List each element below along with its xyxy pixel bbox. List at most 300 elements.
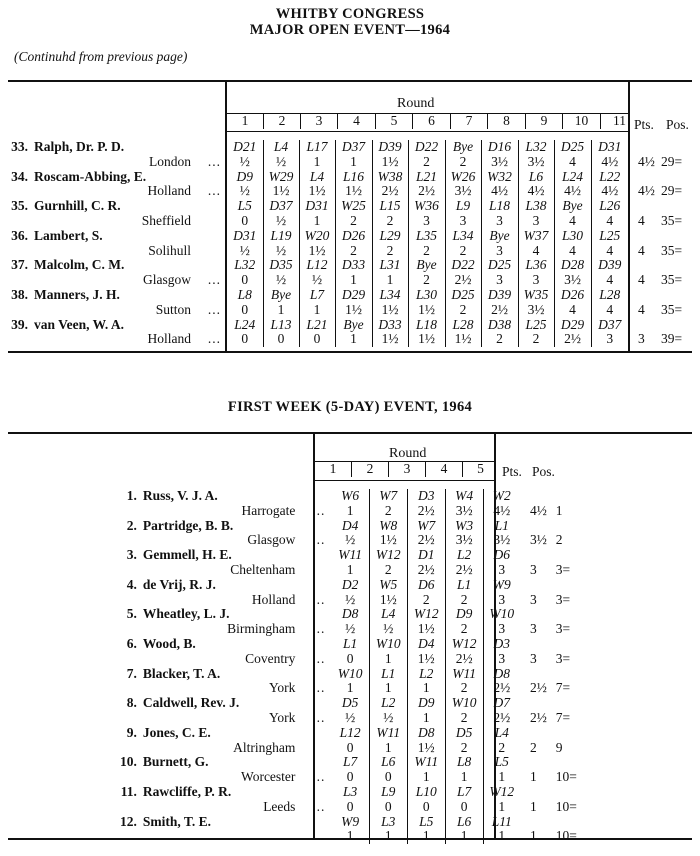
player-city-cell [143,533,332,548]
cumulative-score: ½ [345,592,356,607]
round-result: L10 [407,785,445,800]
player-number: 6. [126,636,137,651]
round-result: L9 [369,785,407,800]
major-standings-table [8,140,699,347]
final-position: 29= [661,184,683,199]
cumulative-score: 1 [299,155,335,170]
player-score-row [8,273,699,288]
cumulative-score: 0 [263,332,299,347]
round-result: L7 [445,785,483,800]
cumulative-score: 3½ [481,155,518,170]
leader-dots: ... [312,770,326,785]
round-result: D8 [483,667,520,682]
leader-dots: ... [207,184,221,199]
major-round-numbers [227,114,638,129]
player-city-cell [143,652,332,667]
cumulative-score: 2½ [445,652,483,667]
leader-dots: ... [312,651,326,666]
cumulative-score: 2 [445,711,483,726]
cumulative-score: 4½ [591,155,628,170]
number-spacer [8,184,34,199]
points-total: 3 [529,651,537,666]
round-result: L32 [518,140,554,155]
cumulative-score: 2 [445,593,483,608]
round-number: 4 [338,114,376,129]
player-row [8,140,699,155]
number-spacer [8,770,143,785]
player-row [8,288,699,303]
cumulative-score: 2 [445,244,481,259]
cumulative-score: ½ [299,273,335,288]
round-result: L6 [518,170,554,185]
round-result: L36 [518,258,554,273]
player-number: 9. [126,725,137,740]
player-score-row [8,303,699,318]
cumulative-score: 4½ [518,184,554,199]
cumulative-score: 2½ [554,332,591,347]
player-score-row [8,741,598,756]
points-total: 3 [529,562,537,577]
player-city: Solihull [148,243,191,258]
cumulative-score: 2½ [483,711,520,726]
player-score-row [8,244,699,259]
round-number: 5 [376,114,413,129]
pts-spacer [520,785,556,800]
pts-spacer [628,170,661,185]
cumulative-score: 4 [554,155,591,170]
number-spacer [8,273,34,288]
player-score-row [8,770,598,785]
cumulative-score: 0 [241,213,249,228]
player-city: Glasgow [143,273,191,288]
cumulative-score: ½ [263,273,299,288]
cumulative-score: 0 [346,799,354,814]
player-row [8,229,699,244]
player-city: Worcester [241,770,296,785]
pos-spacer [556,578,598,593]
round-result: W3 [445,519,483,534]
number-spacer [8,563,143,578]
player-city: Leeds [263,799,296,814]
number-spacer [8,244,34,259]
round-result: L17 [299,140,335,155]
pts-spacer [520,637,556,652]
pos-spacer [556,489,598,504]
cumulative-score: 1 [369,741,407,756]
pos-spacer [556,755,598,770]
cumulative-score: 1½ [372,303,408,318]
points-total: 1 [529,829,537,844]
player-row [8,170,699,185]
cumulative-score: 1 [346,562,354,577]
player-name: Roscam-Abbing, E. [34,169,147,184]
player-city-cell [34,273,227,288]
pts-spacer [520,755,556,770]
cumulative-score: 1 [483,800,520,815]
player-city-cell [143,681,332,696]
player-city-cell [143,741,332,756]
number-spacer [8,593,143,608]
round-result: D7 [483,696,520,711]
player-score-row [8,593,598,608]
player-city-cell [143,622,332,637]
round-result: W6 [341,489,360,503]
player-city: Birmingham [227,622,296,637]
number-spacer [8,214,34,229]
round-result: W10 [483,607,520,622]
round-result: L12 [299,258,335,273]
round-result: L7 [299,288,335,303]
cumulative-score: 1½ [407,652,445,667]
round-result: W10 [369,637,407,652]
cumulative-score: 0 [346,770,354,785]
pos-spacer [661,229,699,244]
final-position: 39= [661,332,683,347]
final-position: 35= [661,243,683,258]
player-city: Sutton [155,302,191,317]
cumulative-score: 1½ [372,332,408,347]
round-result: W5 [369,578,407,593]
player-city-cell [34,214,227,229]
player-number: 11. [120,784,137,799]
round-result: L29 [372,229,408,244]
cumulative-score: 2 [445,741,483,756]
cumulative-score: 1 [346,503,354,518]
number-spacer [8,303,34,318]
points-total: 4 [638,213,645,228]
round-result: Bye [445,140,481,155]
week-round-numbers [315,462,498,477]
round-result: W11 [338,548,362,563]
week-pos-label: Pos. [532,464,555,479]
player-city: Holland [251,592,296,607]
round-result: D22 [445,258,481,273]
round-result: L15 [372,199,408,214]
final-position: 29= [661,154,683,169]
cumulative-score: 2 [445,155,481,170]
round-result: D31 [233,228,257,243]
round-result: D22 [408,140,445,155]
round-result: W11 [407,755,445,770]
player-row [8,755,598,770]
week-pts-label: Pts. [502,464,522,479]
cumulative-score: 4½ [481,184,518,199]
cumulative-score: 3½ [445,504,483,519]
cumulative-score: 0 [241,332,249,347]
round-result: L16 [335,170,372,185]
leader-dots: ... [312,829,326,844]
round-result: L34 [372,288,408,303]
cumulative-score: 3 [591,332,628,347]
major-header-underline [227,131,628,132]
number-spacer [8,652,143,667]
round-result: L6 [369,755,407,770]
pos-spacer [661,199,699,214]
round-result: D6 [483,548,520,563]
player-city: York [269,681,296,696]
round-result: D8 [407,726,445,741]
points-total: 4 [638,243,645,258]
cumulative-score: 2 [335,214,372,229]
cumulative-score: 2 [408,273,445,288]
player-name: Jones, C. E. [142,725,211,740]
round-result: L11 [483,815,520,830]
cumulative-score: 1 [335,332,372,347]
cumulative-score: 4½ [483,504,520,519]
round-result: L13 [263,318,299,333]
number-spacer [8,332,34,347]
round-result: L2 [369,696,407,711]
player-city: Holland [147,184,191,199]
cumulative-score: 4 [591,303,628,318]
pts-spacer [628,318,661,333]
player-score-row [8,622,598,637]
player-number: 2. [126,518,137,533]
player-name: Blacker, T. A. [142,666,221,681]
round-result: L8 [445,755,483,770]
cumulative-score: 2 [445,303,481,318]
cumulative-score: 3 [408,214,445,229]
pts-spacer [520,667,556,682]
points-total: 4½ [529,503,547,518]
player-number: 38. [11,287,28,302]
pts-spacer [520,519,556,534]
round-result: D26 [335,229,372,244]
cumulative-score: 1 [407,681,445,696]
cumulative-score: 1 [299,214,335,229]
round-result: L28 [445,318,481,333]
player-city: Cheltenham [230,562,296,577]
round-number-row [315,462,498,477]
final-position: 9 [555,740,563,755]
cumulative-score: 3 [518,214,554,229]
player-name: van Veen, W. A. [34,317,125,332]
round-result: D1 [407,548,445,563]
cumulative-score: 2 [408,155,445,170]
round-result: W12 [369,548,407,563]
cumulative-score: 3 [481,273,518,288]
player-row [8,258,699,273]
player-number: 3. [126,548,137,563]
cumulative-score: 2 [407,593,445,608]
round-result: L25 [591,229,628,244]
player-score-row [8,652,598,667]
points-total: 2½ [529,710,547,725]
round-result: D31 [591,140,628,155]
player-row [8,637,598,652]
round-result: L25 [518,318,554,333]
final-position: 2 [555,533,563,548]
cumulative-score: 2½ [407,504,445,519]
cumulative-score: 1 [483,829,520,844]
pts-spacer [520,696,556,711]
round-number: 8 [488,114,526,129]
cumulative-score: 3 [445,214,481,229]
cumulative-score: 1 [335,273,372,288]
round-result: L1 [445,578,483,593]
player-score-row [8,829,598,844]
round-result: L1 [343,636,358,651]
round-result: L32 [234,258,256,273]
number-spacer [8,622,143,637]
cumulative-score: ½ [239,184,250,199]
round-result: D9 [407,696,445,711]
number-spacer [8,155,34,170]
cumulative-score: 1 [369,829,407,844]
round-result: D26 [554,288,591,303]
cumulative-score: 1½ [263,184,299,199]
cumulative-score: 3 [483,652,520,667]
round-result: D29 [554,318,591,333]
round-result: W10 [337,666,363,681]
cumulative-score: 2½ [481,303,518,318]
cumulative-score: 3½ [445,184,481,199]
round-result: L26 [591,199,628,214]
player-number: 7. [126,666,137,681]
round-result: D3 [483,637,520,652]
player-number: 12. [119,814,137,829]
cumulative-score: 0 [241,273,249,288]
round-number: 4 [426,462,463,477]
player-row [8,548,598,563]
number-spacer [8,829,143,844]
round-result: L19 [263,229,299,244]
cumulative-score: 1½ [408,303,445,318]
week-round-label: Round [389,446,427,461]
pts-spacer [520,489,556,504]
round-number: 11 [601,114,639,129]
cumulative-score: 1½ [407,741,445,756]
number-spacer [8,741,143,756]
round-result: D37 [591,318,628,333]
round-result: L22 [591,170,628,185]
cumulative-score: 2 [483,741,520,756]
player-name: de Vrij, R. J. [142,577,216,592]
round-result: L6 [445,815,483,830]
round-number: 7 [451,114,488,129]
player-number: 10. [119,755,137,770]
player-city-cell [34,332,227,347]
cumulative-score: 1½ [445,332,481,347]
round-result: D5 [445,726,483,741]
round-result: D4 [407,637,445,652]
event-title: MAJOR OPEN EVENT—1964 [249,22,451,38]
pts-spacer [520,607,556,622]
cumulative-score: 1½ [408,332,445,347]
round-result: Bye [481,229,518,244]
leader-dots: ... [312,503,326,518]
pts-spacer [520,726,556,741]
cumulative-score: 1½ [335,184,372,199]
major-top-rule [8,80,692,82]
round-result: L1 [369,667,407,682]
number-spacer [8,681,143,696]
player-row [8,607,598,622]
player-name: Partridge, B. B. [142,518,234,533]
cumulative-score: 4½ [591,184,628,199]
major-pts-label: Pts. [634,117,654,132]
round-result: L5 [483,755,520,770]
cumulative-score: 0 [369,800,407,815]
cumulative-score: ½ [345,533,356,548]
round-number-row [227,114,638,129]
cumulative-score: 4 [591,214,628,229]
week-top-rule [8,432,692,434]
cumulative-score: 3 [518,273,554,288]
player-row [8,815,598,830]
player-city-cell [143,504,332,519]
round-result: L35 [408,229,445,244]
pts-spacer [628,288,661,303]
round-number: 2 [352,462,389,477]
cumulative-score: 4 [554,303,591,318]
week-standings-table [8,489,598,844]
round-result: L30 [408,288,445,303]
player-number: 37. [11,258,28,273]
cumulative-score: ½ [345,622,356,637]
final-position: 7= [555,681,571,696]
cumulative-score: 2 [369,504,407,519]
cumulative-score: 1 [299,303,335,318]
round-result: W4 [445,489,483,504]
cumulative-score: 4½ [554,184,591,199]
player-score-row [8,711,598,726]
round-result: L4 [369,607,407,622]
round-result: Bye [408,258,445,273]
player-city-cell [143,563,332,578]
player-city: Sheffield [141,213,191,228]
cumulative-score: 0 [299,332,335,347]
cumulative-score: ½ [263,244,299,259]
round-result: W11 [369,726,407,741]
player-number: 39. [11,317,28,332]
cumulative-score: 4 [591,273,628,288]
round-result: L4 [299,170,335,185]
round-result: W25 [335,199,372,214]
cumulative-score: 0 [369,770,407,785]
cumulative-score: 2½ [408,184,445,199]
final-position: 1 [555,503,563,518]
congress-title: WHITBY CONGRESS [275,6,425,22]
round-result: D25 [445,288,481,303]
player-number: 35. [11,199,28,214]
cumulative-score: 4 [518,244,554,259]
round-result: W11 [445,667,483,682]
pts-spacer [520,815,556,830]
cumulative-score: 1½ [407,622,445,637]
player-row [8,318,699,333]
final-position: 7= [555,710,571,725]
round-result: L4 [263,140,299,155]
round-result: D38 [481,318,518,333]
cumulative-score: 1½ [299,184,335,199]
player-name: Burnett, G. [142,755,209,770]
cumulative-score: 4 [554,244,591,259]
round-result: W37 [518,229,554,244]
player-number: 1. [126,489,137,503]
round-result: L12 [339,725,361,740]
cumulative-score: 2 [481,332,518,347]
round-result: D9 [236,169,253,184]
player-score-row [8,155,699,170]
cumulative-score: 3½ [445,533,483,548]
round-result: L5 [237,199,252,214]
pos-spacer [556,815,598,830]
cumulative-score: ½ [345,710,356,725]
cumulative-score: 1 [483,770,520,785]
round-number: 9 [526,114,563,129]
cumulative-score: 3 [483,622,520,637]
